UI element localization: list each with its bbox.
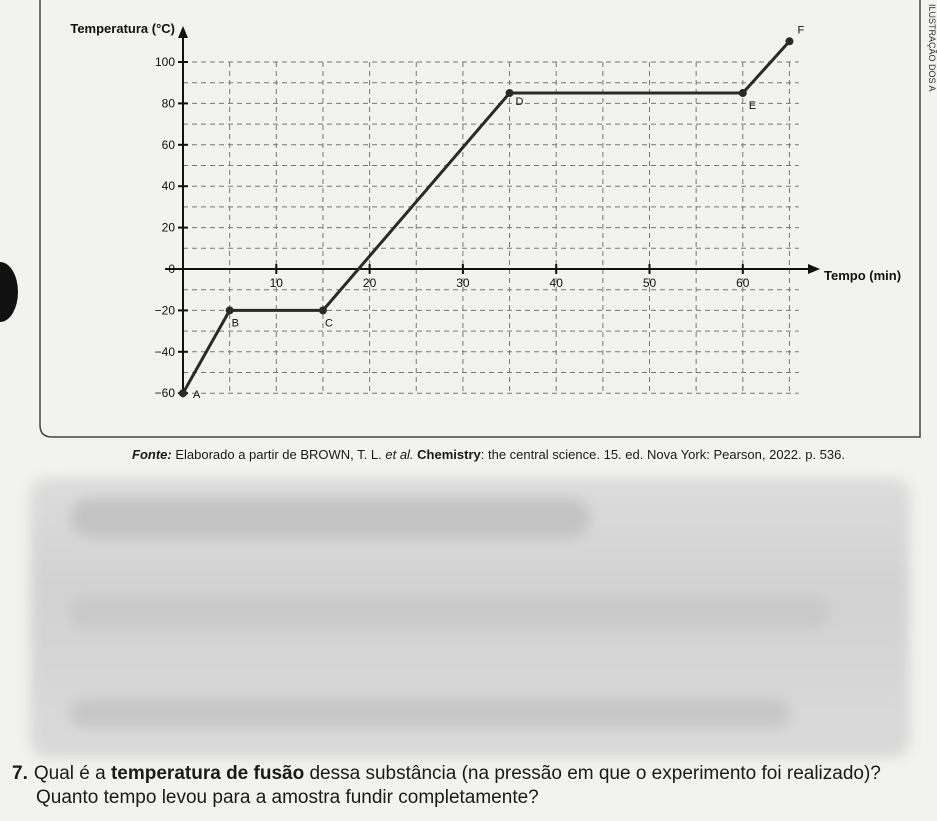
chart-labels	[70, 21, 901, 401]
y-tick-label: 20	[161, 220, 175, 235]
illustration-credit: ILUSTRAÇÃO DOS A	[927, 4, 937, 92]
point-label: D	[515, 96, 524, 109]
source-text-2: : the central science. 15. ed. Nova York: Pearson, 2022. p. 536.	[480, 447, 845, 462]
y-tick-label: 100	[154, 55, 175, 69]
series-line	[183, 41, 789, 393]
question-line-1	[12, 762, 932, 786]
source-etal: et al.	[385, 447, 414, 462]
y-tick-label: 0	[168, 262, 175, 276]
x-tick-label: 30	[456, 276, 470, 290]
x-axis-label: Tempo (min)	[824, 268, 902, 283]
point-label: C	[324, 317, 333, 330]
data-point	[739, 89, 747, 97]
y-tick-label: −20	[154, 303, 175, 318]
source-text-1: Elaborado a partir de BROWN, T. L.	[171, 447, 386, 462]
x-tick-label: 40	[549, 276, 563, 290]
question-part-2: dessa substância (na pressão em que o experimento foi realizado)?	[304, 763, 881, 784]
point-label: A	[193, 389, 201, 402]
source-label: Fonte:	[132, 447, 172, 462]
blurred-content	[30, 478, 910, 758]
data-point	[506, 89, 514, 97]
point-label: B	[231, 317, 239, 330]
y-axis-arrow	[178, 26, 188, 38]
y-axis-label: Temperatura (°C)	[70, 21, 175, 36]
point-label: E	[748, 100, 757, 113]
data-point	[226, 306, 234, 314]
chart-series	[179, 37, 793, 397]
data-point	[179, 389, 187, 397]
x-tick-label: 50	[642, 276, 657, 290]
x-tick-label: 20	[362, 276, 377, 290]
y-tick-label: −40	[154, 344, 175, 359]
question-line-2: Quanto tempo levou para a amostra fundir completamente?	[36, 787, 539, 808]
question-7	[12, 762, 932, 810]
chart-axes	[165, 26, 820, 397]
data-point	[785, 37, 793, 45]
y-tick-label: 60	[161, 137, 175, 152]
chart-grid	[183, 62, 799, 393]
point-label: F	[797, 24, 805, 37]
y-tick-label: 80	[161, 96, 175, 111]
x-tick-label: 60	[736, 276, 750, 290]
source-title: Chemistry	[417, 447, 481, 462]
question-number: 7.	[12, 763, 28, 784]
data-point	[319, 306, 327, 314]
question-bold: temperatura de fusão	[110, 763, 305, 784]
y-tick-label: −60	[154, 386, 175, 401]
x-tick-label: 10	[269, 276, 283, 290]
x-axis-arrow	[808, 264, 820, 274]
y-tick-label: 40	[161, 179, 175, 194]
figure-source	[132, 447, 845, 462]
question-part-1: Qual é a	[33, 763, 111, 784]
